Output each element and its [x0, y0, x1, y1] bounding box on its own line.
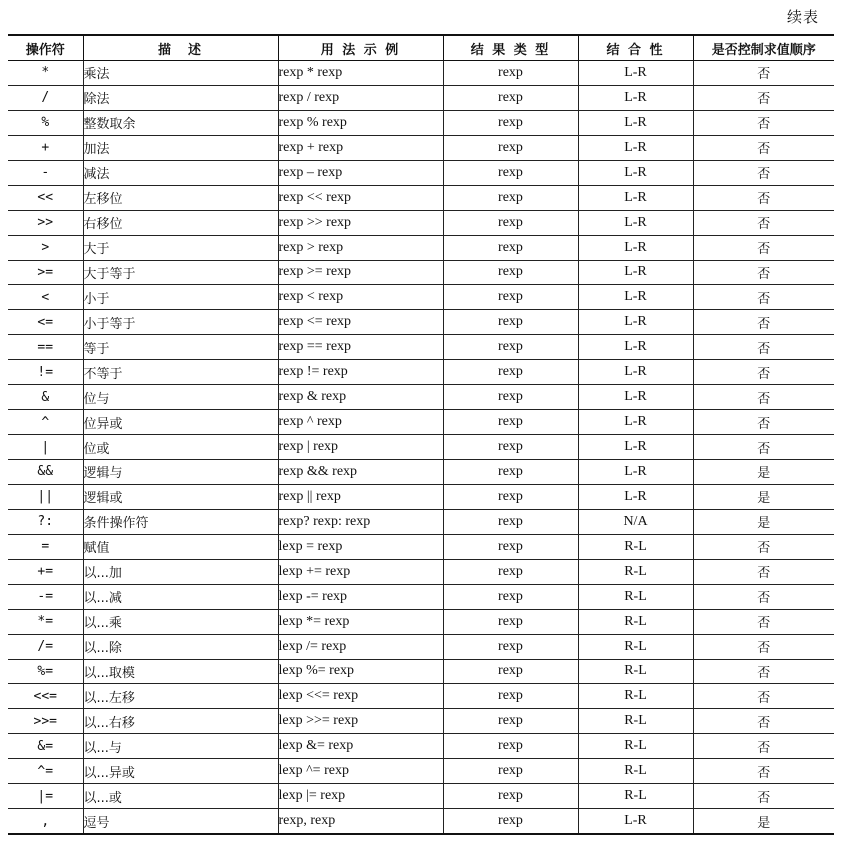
controls-order-cell: 否	[693, 85, 834, 110]
table-row	[8, 285, 834, 310]
usage-cell: rexp < rexp	[278, 285, 443, 310]
operator-cell: -=	[8, 584, 83, 609]
associativity-cell: L-R	[578, 335, 693, 360]
result-type-cell: rexp	[443, 609, 578, 634]
usage-cell: lexp >>= rexp	[278, 709, 443, 734]
description-cell: 以...右移	[83, 709, 278, 734]
associativity-cell: L-R	[578, 410, 693, 435]
associativity-cell: R-L	[578, 709, 693, 734]
controls-order-cell: 否	[693, 435, 834, 460]
controls-order-cell: 否	[693, 584, 834, 609]
associativity-cell: L-R	[578, 210, 693, 235]
associativity-cell: R-L	[578, 734, 693, 759]
table-row	[8, 135, 834, 160]
associativity-cell: L-R	[578, 110, 693, 135]
result-type-cell: rexp	[443, 784, 578, 809]
description-cell: 右移位	[83, 210, 278, 235]
associativity-cell: L-R	[578, 135, 693, 160]
description-cell: 位异或	[83, 410, 278, 435]
operator-table	[8, 34, 834, 835]
result-type-cell: rexp	[443, 285, 578, 310]
controls-order-cell: 否	[693, 135, 834, 160]
usage-cell: rexp, rexp	[278, 809, 443, 834]
associativity-cell: R-L	[578, 784, 693, 809]
operator-cell: &	[8, 385, 83, 410]
operator-cell: |	[8, 435, 83, 460]
description-cell: 逗号	[83, 809, 278, 834]
associativity-cell: L-R	[578, 385, 693, 410]
operator-cell: /	[8, 85, 83, 110]
table-row	[8, 809, 834, 834]
result-type-cell: rexp	[443, 659, 578, 684]
description-cell: 以...取模	[83, 659, 278, 684]
result-type-cell: rexp	[443, 509, 578, 534]
usage-cell: rexp + rexp	[278, 135, 443, 160]
description-cell: 以...减	[83, 584, 278, 609]
description-cell: 以...或	[83, 784, 278, 809]
usage-cell: rexp <= rexp	[278, 310, 443, 335]
controls-order-cell: 否	[693, 210, 834, 235]
usage-cell: lexp &= rexp	[278, 734, 443, 759]
result-type-cell: rexp	[443, 61, 578, 86]
description-cell: 左移位	[83, 185, 278, 210]
associativity-cell: L-R	[578, 160, 693, 185]
table-row	[8, 435, 834, 460]
usage-cell: rexp ^ rexp	[278, 410, 443, 435]
table-row	[8, 61, 834, 86]
description-cell: 逻辑与	[83, 460, 278, 485]
result-type-cell: rexp	[443, 210, 578, 235]
associativity-cell: R-L	[578, 634, 693, 659]
result-type-cell: rexp	[443, 310, 578, 335]
operator-cell: &&	[8, 460, 83, 485]
controls-order-cell: 否	[693, 410, 834, 435]
usage-cell: rexp && rexp	[278, 460, 443, 485]
associativity-cell: L-R	[578, 360, 693, 385]
operator-cell: >>	[8, 210, 83, 235]
header-controls-order: 是否控制求值顺序	[693, 35, 834, 61]
usage-cell: lexp ^= rexp	[278, 759, 443, 784]
operator-cell: +	[8, 135, 83, 160]
description-cell: 赋值	[83, 534, 278, 559]
table-row	[8, 609, 834, 634]
table-row	[8, 709, 834, 734]
description-cell: 条件操作符	[83, 509, 278, 534]
usage-cell: rexp % rexp	[278, 110, 443, 135]
table-row	[8, 160, 834, 185]
controls-order-cell: 否	[693, 734, 834, 759]
associativity-cell: L-R	[578, 61, 693, 86]
table-row	[8, 85, 834, 110]
usage-cell: lexp = rexp	[278, 534, 443, 559]
table-row	[8, 659, 834, 684]
usage-cell: rexp * rexp	[278, 61, 443, 86]
result-type-cell: rexp	[443, 185, 578, 210]
associativity-cell: R-L	[578, 559, 693, 584]
operator-cell: <<=	[8, 684, 83, 709]
description-cell: 小于等于	[83, 310, 278, 335]
usage-cell: rexp – rexp	[278, 160, 443, 185]
operator-cell: /=	[8, 634, 83, 659]
operator-cell: >>=	[8, 709, 83, 734]
result-type-cell: rexp	[443, 360, 578, 385]
controls-order-cell: 否	[693, 784, 834, 809]
description-cell: 乘法	[83, 61, 278, 86]
operator-cell: -	[8, 160, 83, 185]
usage-cell: rexp != rexp	[278, 360, 443, 385]
result-type-cell: rexp	[443, 584, 578, 609]
operator-cell: %	[8, 110, 83, 135]
table-row	[8, 509, 834, 534]
controls-order-cell: 否	[693, 634, 834, 659]
controls-order-cell: 否	[693, 559, 834, 584]
operator-cell: =	[8, 534, 83, 559]
usage-cell: lexp += rexp	[278, 559, 443, 584]
controls-order-cell: 否	[693, 160, 834, 185]
controls-order-cell: 否	[693, 684, 834, 709]
usage-cell: rexp || rexp	[278, 484, 443, 509]
operator-cell: %=	[8, 659, 83, 684]
table-row	[8, 110, 834, 135]
description-cell: 大于等于	[83, 260, 278, 285]
controls-order-cell: 否	[693, 709, 834, 734]
usage-cell: lexp *= rexp	[278, 609, 443, 634]
associativity-cell: L-R	[578, 809, 693, 834]
header-usage: 用 法 示 例	[278, 35, 443, 61]
description-cell: 以...除	[83, 634, 278, 659]
usage-cell: rexp & rexp	[278, 385, 443, 410]
table-row	[8, 235, 834, 260]
result-type-cell: rexp	[443, 435, 578, 460]
header-associativity: 结 合 性	[578, 35, 693, 61]
operator-cell: ==	[8, 335, 83, 360]
table-row	[8, 335, 834, 360]
controls-order-cell: 否	[693, 185, 834, 210]
description-cell: 加法	[83, 135, 278, 160]
operator-cell: ^=	[8, 759, 83, 784]
associativity-cell: L-R	[578, 285, 693, 310]
description-cell: 位与	[83, 385, 278, 410]
table-row	[8, 360, 834, 385]
controls-order-cell: 否	[693, 285, 834, 310]
controls-order-cell: 否	[693, 310, 834, 335]
usage-cell: rexp >= rexp	[278, 260, 443, 285]
usage-cell: rexp / rexp	[278, 85, 443, 110]
controls-order-cell: 否	[693, 759, 834, 784]
description-cell: 等于	[83, 335, 278, 360]
associativity-cell: L-R	[578, 460, 693, 485]
operator-cell: &=	[8, 734, 83, 759]
controls-order-cell: 是	[693, 509, 834, 534]
result-type-cell: rexp	[443, 260, 578, 285]
description-cell: 以...加	[83, 559, 278, 584]
description-cell: 位或	[83, 435, 278, 460]
usage-cell: rexp | rexp	[278, 435, 443, 460]
usage-cell: rexp > rexp	[278, 235, 443, 260]
operator-cell: !=	[8, 360, 83, 385]
controls-order-cell: 否	[693, 659, 834, 684]
description-cell: 除法	[83, 85, 278, 110]
controls-order-cell: 否	[693, 534, 834, 559]
controls-order-cell: 否	[693, 385, 834, 410]
header-row	[8, 35, 834, 61]
description-cell: 以...乘	[83, 609, 278, 634]
result-type-cell: rexp	[443, 110, 578, 135]
controls-order-cell: 否	[693, 61, 834, 86]
table-row	[8, 734, 834, 759]
description-cell: 大于	[83, 235, 278, 260]
operator-cell: *	[8, 61, 83, 86]
operator-cell: >=	[8, 260, 83, 285]
description-cell: 以...与	[83, 734, 278, 759]
result-type-cell: rexp	[443, 484, 578, 509]
associativity-cell: L-R	[578, 235, 693, 260]
header-description: 描 述	[83, 35, 278, 61]
table-row	[8, 559, 834, 584]
result-type-cell: rexp	[443, 460, 578, 485]
result-type-cell: rexp	[443, 410, 578, 435]
associativity-cell: L-R	[578, 435, 693, 460]
associativity-cell: L-R	[578, 185, 693, 210]
associativity-cell: L-R	[578, 310, 693, 335]
controls-order-cell: 否	[693, 110, 834, 135]
description-cell: 不等于	[83, 360, 278, 385]
usage-cell: lexp /= rexp	[278, 634, 443, 659]
header-operator: 操作符	[8, 35, 83, 61]
operator-cell: *=	[8, 609, 83, 634]
result-type-cell: rexp	[443, 85, 578, 110]
result-type-cell: rexp	[443, 335, 578, 360]
table-row	[8, 410, 834, 435]
result-type-cell: rexp	[443, 809, 578, 834]
usage-cell: rexp == rexp	[278, 335, 443, 360]
associativity-cell: R-L	[578, 534, 693, 559]
controls-order-cell: 否	[693, 335, 834, 360]
controls-order-cell: 是	[693, 484, 834, 509]
table-row	[8, 784, 834, 809]
operator-cell: >	[8, 235, 83, 260]
description-cell: 以...左移	[83, 684, 278, 709]
result-type-cell: rexp	[443, 559, 578, 584]
associativity-cell: N/A	[578, 509, 693, 534]
description-cell: 逻辑或	[83, 484, 278, 509]
associativity-cell: L-R	[578, 484, 693, 509]
header-result-type: 结 果 类 型	[443, 35, 578, 61]
table-row	[8, 634, 834, 659]
associativity-cell: L-R	[578, 260, 693, 285]
associativity-cell: L-R	[578, 85, 693, 110]
controls-order-cell: 否	[693, 609, 834, 634]
table-row	[8, 260, 834, 285]
usage-cell: lexp -= rexp	[278, 584, 443, 609]
controls-order-cell: 是	[693, 809, 834, 834]
operator-cell: <	[8, 285, 83, 310]
table-row	[8, 534, 834, 559]
result-type-cell: rexp	[443, 235, 578, 260]
result-type-cell: rexp	[443, 759, 578, 784]
table-row	[8, 210, 834, 235]
result-type-cell: rexp	[443, 634, 578, 659]
associativity-cell: R-L	[578, 684, 693, 709]
usage-cell: rexp? rexp: rexp	[278, 509, 443, 534]
usage-cell: lexp %= rexp	[278, 659, 443, 684]
associativity-cell: R-L	[578, 609, 693, 634]
usage-cell: rexp >> rexp	[278, 210, 443, 235]
associativity-cell: R-L	[578, 659, 693, 684]
controls-order-cell: 否	[693, 360, 834, 385]
associativity-cell: R-L	[578, 759, 693, 784]
table-row	[8, 460, 834, 485]
operator-cell: <=	[8, 310, 83, 335]
operator-cell: ,	[8, 809, 83, 834]
operator-cell: ?:	[8, 509, 83, 534]
table-row	[8, 759, 834, 784]
controls-order-cell: 否	[693, 235, 834, 260]
table-row	[8, 484, 834, 509]
result-type-cell: rexp	[443, 385, 578, 410]
table-caption: 续表	[786, 8, 819, 26]
result-type-cell: rexp	[443, 534, 578, 559]
table-row	[8, 684, 834, 709]
usage-cell: lexp |= rexp	[278, 784, 443, 809]
controls-order-cell: 否	[693, 260, 834, 285]
result-type-cell: rexp	[443, 135, 578, 160]
usage-cell: lexp <<= rexp	[278, 684, 443, 709]
table-row	[8, 310, 834, 335]
description-cell: 以...异或	[83, 759, 278, 784]
table-row	[8, 584, 834, 609]
table-body	[8, 61, 834, 835]
result-type-cell: rexp	[443, 709, 578, 734]
operator-cell: ||	[8, 484, 83, 509]
result-type-cell: rexp	[443, 160, 578, 185]
usage-cell: rexp << rexp	[278, 185, 443, 210]
result-type-cell: rexp	[443, 684, 578, 709]
associativity-cell: R-L	[578, 584, 693, 609]
description-cell: 整数取余	[83, 110, 278, 135]
operator-cell: ^	[8, 410, 83, 435]
result-type-cell: rexp	[443, 734, 578, 759]
table-row	[8, 385, 834, 410]
controls-order-cell: 是	[693, 460, 834, 485]
operator-cell: +=	[8, 559, 83, 584]
operator-cell: <<	[8, 185, 83, 210]
operator-cell: |=	[8, 784, 83, 809]
table-row	[8, 185, 834, 210]
description-cell: 小于	[83, 285, 278, 310]
description-cell: 减法	[83, 160, 278, 185]
